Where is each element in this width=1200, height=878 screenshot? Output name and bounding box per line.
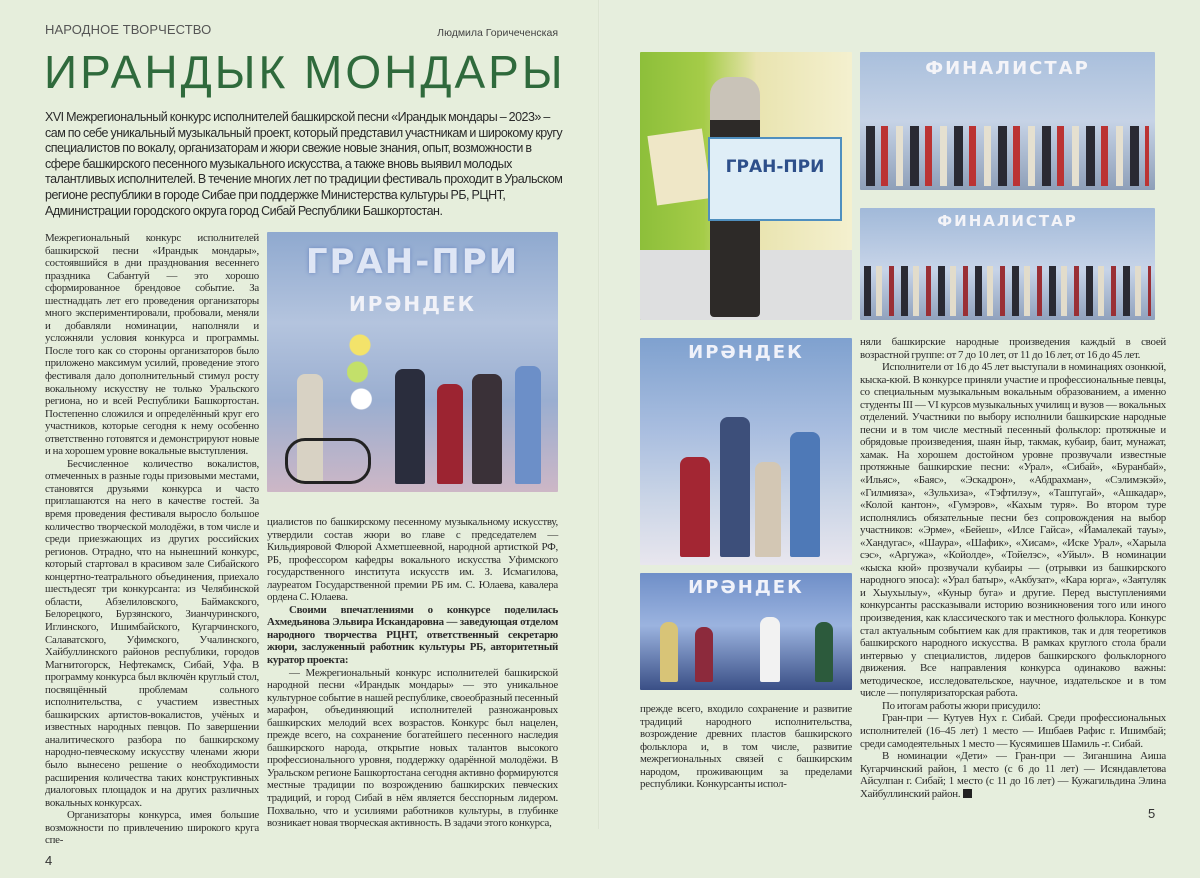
paragraph: Исполнители от 16 до 45 лет выступали в номинациях озонкюй, кыска-кюй. В конкурсе приняли участие и профессиональные певцы, со специальным музыкальным вокальным образованием, а именно студенты III — VI курсов музыкальных училищ и вузов — вокальных отделений. Участники по выбору исполнили башкирские народные песни и в том числе местный песенный фольклор: протяжные и обрядовые произведения, шаян йыр, такмак, кубаир, баит, мунажат, хамак. На хорошем достойном уровне прозвучали известные протяжные башкирские песни: «Урал», «Сибай», «Буранбай», «Ильяс», «Баяс», «Эскадрон», «Абдрахман», «Сэлимэкэй», «Гилмияза», «Зульхиза», «Тэфтилэу», «Таштугай», «Ашкадар», «Колой кантон», «Гумэров», «Кахым туря». Во втором туре исполнялись обязательные песни без сопровождения на выбор участников: «Эрме», «Бейеш», «Илсе Гайса», «Йамалекай тауы», «Хандугас», «Шаура», «Шафик», «Хисам», «Иске Урал», «Харыла сэс», «Аргужа», «Койолде», «Тойелэс», «Уйыл». В номинации «кыска кюй» прозвучали кубаиры — (отрывки из башкирского народного эпоса): «Урал батыр», «Акбузат», «Кара юрга», «Заятуляк и Хыухылыу», «Куныр буга» и другие. Перед выступлениями конкурсанты рассказывали историю возникновения того или иного произведения, как классического так и местного фольклора. Конкурс стал актуальным событием как для практиков, так и для теоретиков башкирского народного искусства. В рамках круглого стола брали интервью у специалистов, лидеров башкирского фольклорного движения. Все направления конкурса одинаково важны: методическое, исследовательское, научное, издательское и в том числе — популяризаторская работа. xyxy=(860,361,1166,700)
paragraph-final xyxy=(860,750,1166,800)
photo-stage-performance xyxy=(640,573,852,690)
person xyxy=(680,457,710,557)
person xyxy=(472,374,502,484)
person xyxy=(437,384,463,484)
middle-text-column xyxy=(267,516,558,830)
page-number-left: 4 xyxy=(45,853,53,868)
photo-finalists-1 xyxy=(860,52,1155,190)
paragraph-final-text: В номинации «Дети» — Гран-при — Зиганшина Аиша Кугарчинский район, 1 место (с 6 до 11 лет) — Исяндавлетова Айсулпан г. Сибай; 1 место (с 11 до 16 лет) — Кужагильдина Элина Хайбуллинский район. xyxy=(860,750,1166,800)
paragraph: Гран-при — Кутуев Нух г. Сибай. Среди профессиональных исполнителей (16–45 лет) 1 место — Ишбаев Рафис г. Ишимбай; среди самодеятельных 1 место — Кусямишев Шамиль -г. Сибай. xyxy=(860,712,1166,750)
person xyxy=(515,366,541,484)
right-text-column-a xyxy=(640,703,852,791)
article-title: ИРАНДЫК МОНДАРЫ xyxy=(44,46,566,98)
photo-grand-prix-stage xyxy=(267,232,558,492)
right-page xyxy=(600,0,1200,878)
person xyxy=(720,417,750,557)
photo-finalists-2 xyxy=(860,208,1155,320)
paragraph: — Межрегиональный конкурс исполнителей башкирской народной песни «Ирандык мондары» — это уникальное культурное событие в нашей республике, своеобразный песенный марафон, объединяющий исполнителей разножанровых башкирских мелодий всех возрастов. Конкурс был нацелен, прежде всего, на сохранение богатейшего песенного наследия башкирского народа, открытие новых талантов высокого профессионального уровня, поддержку одарённой молодёжи. В Уральском регионе Башкортостана сегодня активно формируются местные традиции по возрождению башкирских певческих традиций, и город Сибай в нём является бесспорным лидером. Похвально, что и усилиями работников культуры, в глубинке возникает новая творческая активность. В задачи этого конкурса, xyxy=(267,666,558,830)
person xyxy=(790,432,820,557)
stage-logo: ИРӘНДЕК xyxy=(688,342,804,363)
photo-children-winners xyxy=(640,338,852,565)
page-number-right: 5 xyxy=(1148,806,1156,821)
person xyxy=(395,369,425,484)
stage-logo: ИРӘНДЕК xyxy=(349,292,476,316)
right-text-column-b xyxy=(860,336,1166,800)
paragraph: Межрегиональный конкурс исполнителей башкирской песни «Ирандык мондары», состоявшийся в дни празднования весеннего праздника Сабантуй — это хорошо сформированное брендовое событие. За шестнадцать лет его проведения организаторы много экспериментировали, пробовали, меняли и добавляли номинации, наполняли и усложняли условия конкурса и программы. После того как со стороны организаторов было приложено максимум усилий, проведение этого фестиваля дало дополнительный стимул росту вокальному искусству не только Уральского региона, но и всей Республики Башкортостан. Постепенно сложился и определённый круг его участников, которые сегодня к нему особенно ответственно готовятся и демонстрируют новые и на хорошем уровне вокальные выступления. xyxy=(45,232,259,458)
photo-grand-prix-winner xyxy=(640,52,852,320)
end-of-article-icon xyxy=(963,789,972,798)
section-label: НАРОДНОЕ ТВОРЧЕСТВО xyxy=(45,22,212,37)
paragraph: няли башкирские народные произведения каждый в своей возрастной группе: от 7 до 10 лет, от 11 до 16 лет, от 16 до 45 лет. xyxy=(860,336,1166,361)
paragraph: По итогам работы жюри присудило: xyxy=(882,699,1041,712)
certificate xyxy=(708,137,842,221)
paragraph: Бесчисленное количество вокалистов, отмеченных в разные годы призовыми местами, становятся друзьями конкурса и часто приглашаются на него в качестве гостей. За время проведения фестиваля выросло большое количество творческой молодёжи, в том числе и среди приезжающих из других российских регионов. Отрадно, что на нынешний конкурс, который стартовал в красивом зале Сибайского концертно-театрального объединения, приехало шестьдесят три конкурсанта: из Челябинской области, Абзелиловского, Баймакского, Белорецкого, Бурзянского, Зианчуринского, Иглинского, Ишимбайского, Кугарчинского, Салаватского, Уфимского, Учалинского, Хайбуллинского районов республики, городов Магнитогорск, Нефтекамск, Сибай, Уфа. В программу конкурса был включён круглый стол, посвящённый проблемам сольного исполнительства, с участием известных башкирских артистов-вокалистов, учёных и известных народных певцов. По завершении аналитического разбора по башкирскому народно-певческому искусству членами жюри было вынесено решение о необходимости расширения количества таких конструктивных диалоговых площадок и на других различных вокальных конкурсах. xyxy=(45,457,259,809)
person xyxy=(760,617,780,682)
person xyxy=(755,462,781,557)
finalists-group xyxy=(864,266,1151,316)
author-name: Людмила Горичеченская xyxy=(437,27,558,39)
bicycle xyxy=(285,438,371,484)
certificate-title: ГРАН-ПРИ xyxy=(725,157,825,177)
paragraph: прежде всего, входило сохранение и развитие традиций народного исполнительства, возрождение древних пластов башкирского фольклора и, в том числе, развитие межрегиональных связей с башкирским народом, проживающим за пределами республики. Конкурсанты испол- xyxy=(640,703,852,791)
finalists-banner: ФИНАЛИСТАР xyxy=(937,212,1078,230)
diploma-folder xyxy=(647,129,711,206)
person xyxy=(660,622,678,682)
grand-prix-banner: ГРАН-ПРИ xyxy=(305,242,520,282)
paragraph-bold: Своими впечатлениями о конкурсе поделилась Ахмедьянова Эльвира Искандаровна — заведующая отделом народного творчества РЦНТ, ответственный секретарю жюри, заслуженный работник культуры РБ, авторитетный куратор проекта: xyxy=(267,603,558,667)
article-lead: XVI Межрегиональный конкурс исполнителей башкирской песни «Ирандык мондары – 2023» – сам по себе уникальный музыкальный проект, который представил участникам и широкому кругу специалистов по вокалу, организаторам и жюри свежие новые знания, опыт, возможности в сфере башкирского песенного музыкального искусства, а также вновь выявил молодых талантливых исполнителей. В течение многих лет по традиции фестиваль проходит в Уральском регионе республики в городе Сибае при поддержке Министерства культуры РБ, РЦНТ, Администрации городского округа город Сибай Республики Башкортостан. xyxy=(45,110,563,218)
left-text-column xyxy=(45,232,259,847)
finalists-group xyxy=(866,126,1149,186)
person xyxy=(815,622,833,682)
stage-logo: ИРӘНДЕК xyxy=(688,577,804,598)
person xyxy=(695,627,713,682)
paragraph: Организаторы конкурса, имея большие возможности по привлечению широкого круга спе- xyxy=(45,809,259,847)
balloons xyxy=(347,327,373,417)
finalists-banner: ФИНАЛИСТАР xyxy=(925,58,1090,79)
paragraph: циалистов по башкирскому песенному музыкальному искусству, утвердили состав жюри во главе с председателем — Кильдияровой Флюрой Ахметшеевной, народной артисткой РФ, РБ, профессором кафедры вокального искусства Уфимского государственного института искусств им. З. Исмагилова, лауреатом Государственной премии РБ им. С. Юлаева, кавалера ордена С. Юлаева. xyxy=(267,516,558,604)
